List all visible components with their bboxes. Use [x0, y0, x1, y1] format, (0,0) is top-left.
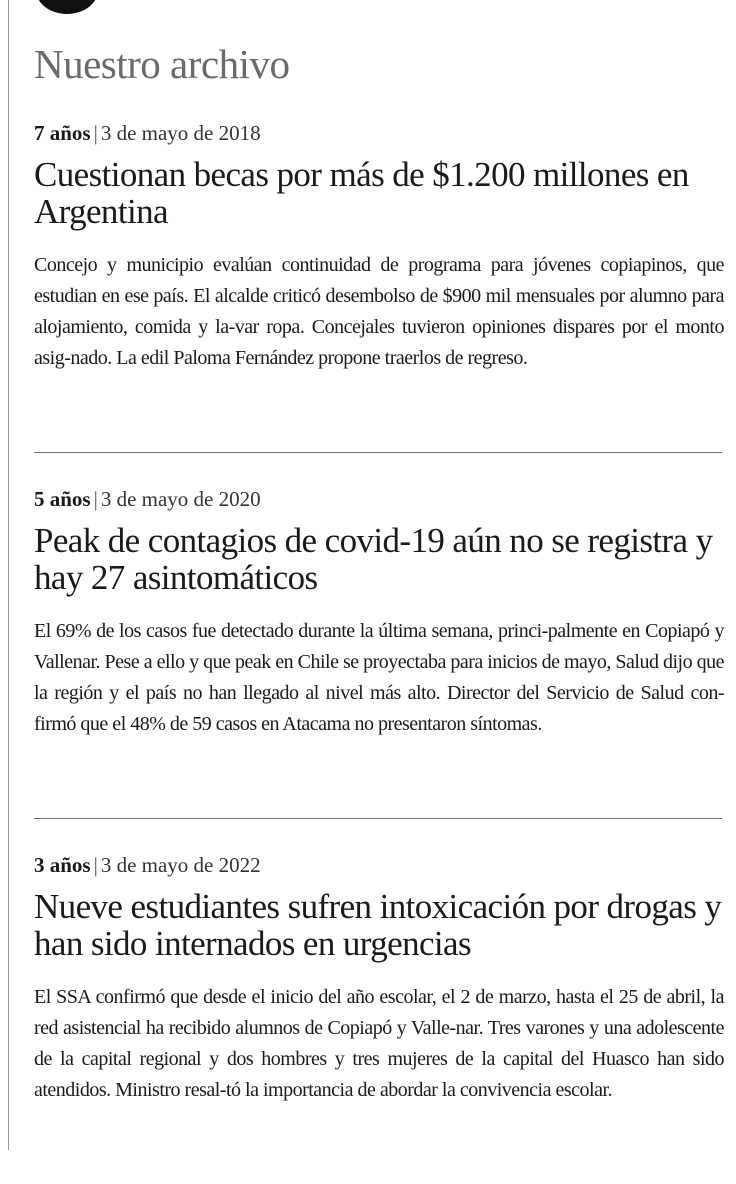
meta-separator: | [93, 487, 98, 511]
article-date: 3 de mayo de 2022 [100, 853, 261, 877]
article-years-ago: 3 años [34, 853, 91, 877]
article-date: 3 de mayo de 2018 [100, 121, 261, 145]
article-divider [34, 452, 722, 453]
article-headline: Peak de contagios de covid-19 aún no se registra y hay 27 asintomáticos [34, 521, 713, 597]
article-date: 3 de mayo de 2020 [100, 487, 261, 511]
article-body: El 69% de los casos fue detectado durante la última semana, princi-palmente en Copiapó y Vallenar. Pese a ello y que peak en Chile se proyectaba para inicios de mayo, Salud dijo que la región y el país no han llegado al nivel más alto. Director del Servicio de Salud con-firmó que el 48% de 59 casos en Atacama no presentaron síntomas. [34, 620, 724, 735]
article-headline: Nueve estudiantes sufren intoxicación por drogas y han sido internados en urgencias [34, 887, 722, 963]
meta-separator: | [93, 853, 98, 877]
article-body: Concejo y municipio evalúan continuidad de programa para jóvenes copiapinos, que estudian en ese país. El alcalde criticó desembolso de $900 mil mensuales por alumno para alojamiento, comida y la-var ropa. Concejales tuvieron opiniones dispares por el monto asig-nado. La edil Paloma Fernández propone traerlos de regreso. [34, 254, 724, 369]
archive-article-2022 [34, 852, 724, 1106]
article-meta [34, 120, 724, 146]
archive-article-2018 [34, 120, 724, 374]
article-headline: Cuestionan becas por más de $1.200 millones en Argentina [34, 155, 689, 231]
article-years-ago: 7 años [34, 121, 91, 145]
article-meta [34, 486, 724, 512]
section-title: Nuestro archivo [34, 41, 290, 87]
section-logo-badge [36, 0, 98, 14]
archive-article-2020 [34, 486, 724, 740]
left-column-rule [8, 0, 9, 1150]
meta-separator: | [93, 121, 98, 145]
article-body: El SSA confirmó que desde el inicio del año escolar, el 2 de marzo, hasta el 25 de abril, la red asistencial ha recibido alumnos de Copiapó y Valle-nar. Tres varones y una adolescente de la capital regional y dos hombres y tres mujeres de la capital del Huasco han sido atendidos. Ministro resal-tó la importancia de abordar la convivencia escolar. [34, 986, 724, 1101]
article-years-ago: 5 años [34, 487, 91, 511]
article-meta [34, 852, 724, 878]
article-divider [34, 818, 722, 819]
